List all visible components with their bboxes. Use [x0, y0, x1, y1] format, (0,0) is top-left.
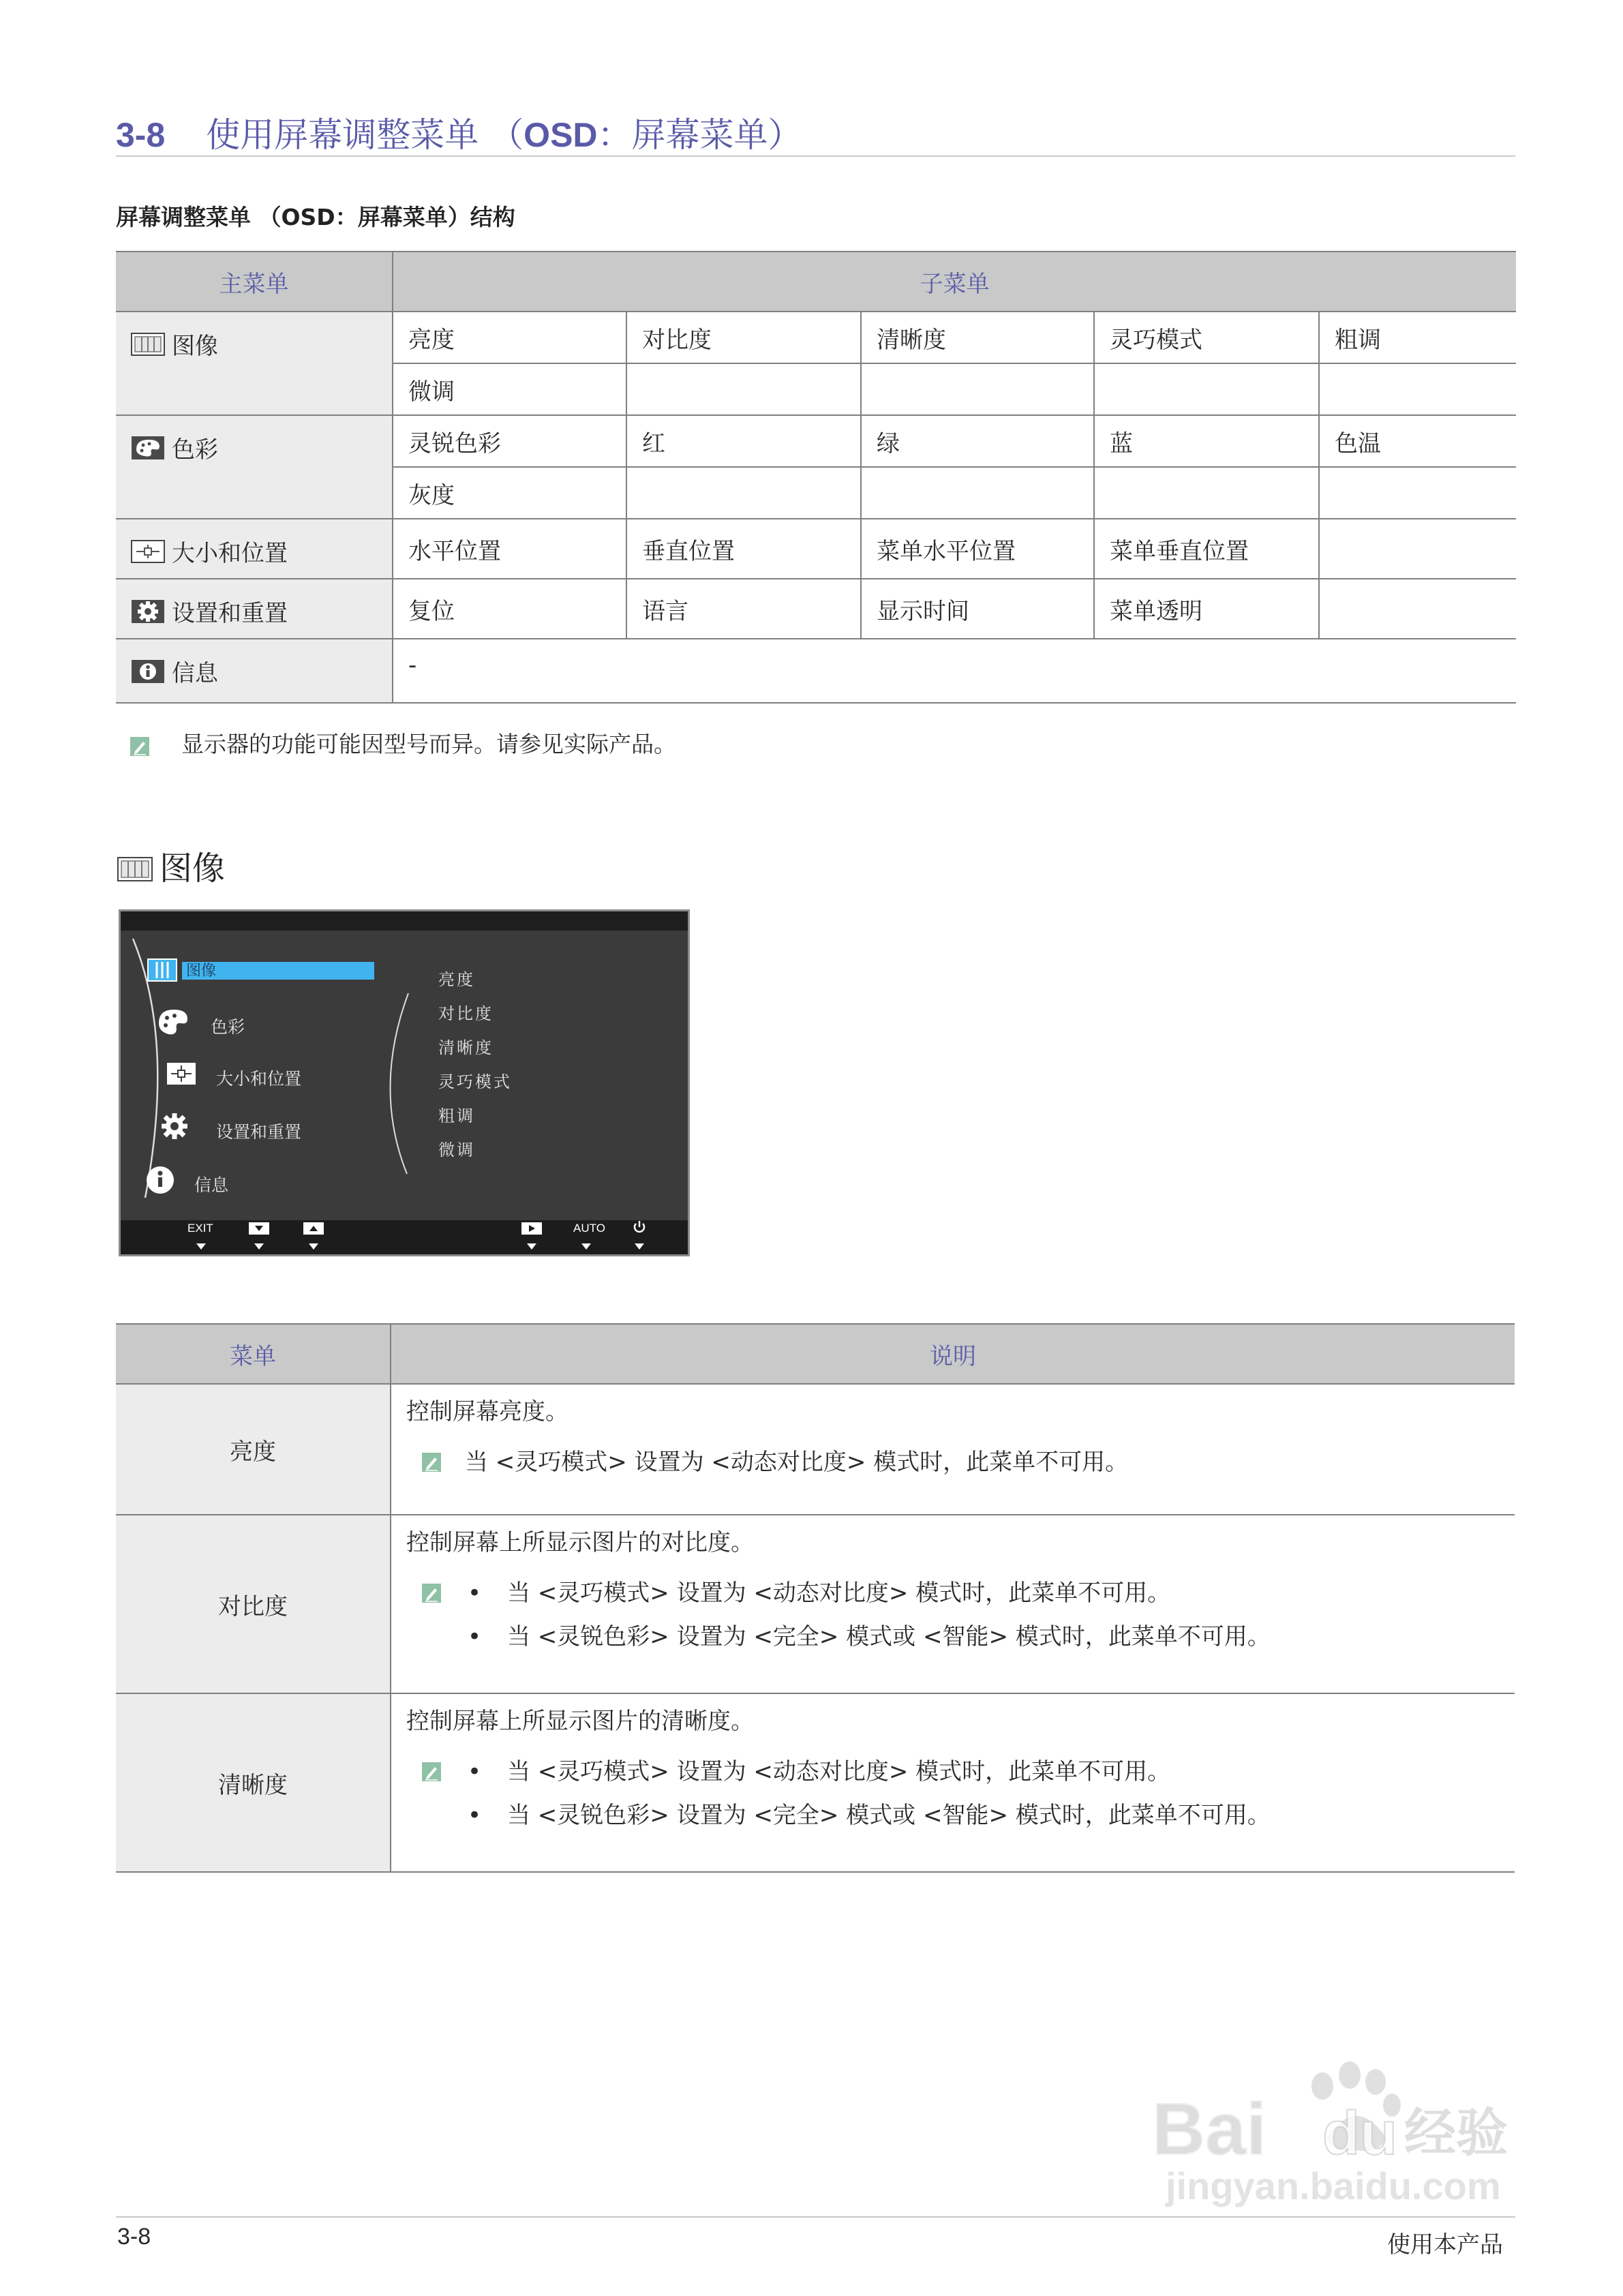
- sub-menu-cell: 菜单透明: [1094, 579, 1319, 639]
- note: [406, 1447, 1515, 1479]
- main-menu-color: [116, 415, 393, 519]
- image-section-title: 图像: [160, 849, 226, 888]
- sub-menu-cell: 色温: [1319, 415, 1516, 467]
- osd-main-item[interactable]: 色彩: [211, 1017, 245, 1037]
- info-icon: [131, 659, 165, 690]
- table-row: [116, 312, 1516, 363]
- osd-main-item[interactable]: 信息: [194, 1175, 229, 1195]
- model-note-text: 显示器的功能可能因型号而异。请参见实际产品。: [181, 731, 676, 757]
- table-row: [116, 415, 1516, 467]
- note: [406, 1757, 1515, 1832]
- main-menu-label: 图像: [172, 333, 218, 360]
- menu-name-cell: 清晰度: [116, 1693, 391, 1872]
- power-icon[interactable]: [632, 1220, 647, 1238]
- sub-menu-cell: 粗调: [1319, 312, 1516, 363]
- watermark-brand2: du: [1322, 2100, 1397, 2168]
- up-button[interactable]: [303, 1222, 324, 1238]
- note-icon: [421, 1581, 442, 1601]
- note-icon: [421, 1450, 442, 1470]
- palette-icon: [131, 436, 165, 466]
- sub-menu-cell: 红: [626, 415, 861, 467]
- description-text: 控制屏幕上所显示图片的清晰度。: [406, 1708, 754, 1735]
- section-heading: [116, 108, 802, 157]
- sub-menu-cell: 微调: [393, 363, 626, 415]
- table-header-row: [116, 1324, 1515, 1384]
- column-header-description: 说明: [391, 1324, 1515, 1384]
- exit-button[interactable]: EXIT: [187, 1222, 213, 1235]
- main-menu-label: 设置和重置: [172, 600, 288, 627]
- osd-sub-item[interactable]: 粗调: [438, 1106, 475, 1126]
- watermark-url: jingyan.baidu.com: [1166, 2164, 1501, 2207]
- size-position-icon: [131, 540, 165, 569]
- sub-menu-cell: [1319, 363, 1516, 415]
- note-list: [465, 1578, 1515, 1653]
- note-text: • 当 <灵巧模式> 设置为 <动态对比度> 模式时，此菜单不可用。: [465, 1578, 1515, 1610]
- osd-sub-item[interactable]: 清晰度: [438, 1038, 494, 1057]
- note-text: • 当 <灵锐色彩> 设置为 <完全> 模式或 <智能> 模式时，此菜单不可用。: [465, 1800, 1515, 1832]
- heading-divider: [116, 155, 1515, 157]
- model-note: [130, 727, 676, 759]
- main-menu-setup-reset: [116, 579, 393, 639]
- table-row: [116, 519, 1516, 579]
- osd-screenshot: [119, 909, 690, 1256]
- description-text: 控制屏幕亮度。: [406, 1398, 568, 1425]
- description-table: [116, 1323, 1515, 1873]
- chevron-down-icon: [581, 1243, 591, 1250]
- menu-name-cell: 亮度: [116, 1384, 391, 1515]
- section-title-prefix: 使用屏幕调整菜单 （: [206, 115, 524, 155]
- menu-name-cell: 对比度: [116, 1515, 391, 1693]
- description-cell: [391, 1693, 1515, 1872]
- description-cell: [391, 1384, 1515, 1515]
- note-text: • 当 <灵锐色彩> 设置为 <完全> 模式或 <智能> 模式时，此菜单不可用。: [465, 1622, 1515, 1653]
- palette-icon: [156, 1007, 190, 1041]
- note-list: [465, 1757, 1515, 1832]
- osd-sub-item[interactable]: 微调: [438, 1141, 475, 1160]
- sub-menu-cell: 垂直位置: [626, 519, 861, 579]
- sub-menu-cell: 语言: [626, 579, 861, 639]
- sub-menu-cell: 清晰度: [861, 312, 1094, 363]
- picture-icon: [117, 851, 153, 890]
- column-header-main: 主菜单: [116, 252, 393, 312]
- sub-menu-cell: -: [393, 639, 1516, 703]
- sub-menu-cell: 菜单垂直位置: [1094, 519, 1319, 579]
- chevron-down-icon: [196, 1243, 206, 1250]
- down-button[interactable]: [249, 1222, 269, 1238]
- sub-menu-cell: 灰度: [393, 467, 626, 519]
- sub-menu-cell: [1094, 467, 1319, 519]
- column-header-menu: 菜单: [116, 1324, 391, 1384]
- sub-menu-cell: 绿: [861, 415, 1094, 467]
- gear-icon: [159, 1111, 190, 1146]
- osd-main-item[interactable]: 图像: [186, 963, 217, 980]
- table-row: [116, 1693, 1515, 1872]
- sub-menu-cell: [626, 467, 861, 519]
- sub-menu-cell: 灵锐色彩: [393, 415, 626, 467]
- chevron-down-icon: [309, 1243, 318, 1250]
- structure-table: [116, 251, 1516, 704]
- table-header-row: [116, 252, 1516, 312]
- column-header-sub: 子菜单: [393, 252, 1516, 312]
- watermark-brand: Bai: [1152, 2087, 1267, 2170]
- watermark-brand-cn: 经验: [1404, 2102, 1508, 2163]
- osd-main-item[interactable]: 设置和重置: [216, 1122, 302, 1142]
- main-menu-label: 信息: [172, 660, 218, 687]
- sub-menu-cell: 蓝: [1094, 415, 1319, 467]
- section-title-osd: OSD: [524, 116, 598, 154]
- chapter-title: 使用本产品: [1387, 2231, 1503, 2259]
- note-text: • 当 <灵巧模式> 设置为 <动态对比度> 模式时，此菜单不可用。: [465, 1757, 1515, 1788]
- chevron-down-icon: [527, 1243, 536, 1250]
- main-menu-size-position: [116, 519, 393, 579]
- sub-menu-cell: [1319, 579, 1516, 639]
- picture-icon: [147, 956, 178, 988]
- note: [406, 1578, 1515, 1653]
- section-number: 3-8: [116, 116, 166, 154]
- sub-menu-cell: 复位: [393, 579, 626, 639]
- sub-menu-cell: [626, 363, 861, 415]
- osd-sub-item[interactable]: 亮度: [438, 970, 475, 989]
- main-menu-label: 大小和位置: [172, 540, 288, 567]
- section-title-suffix: ：屏幕菜单）: [597, 115, 802, 155]
- note-icon: [130, 736, 150, 756]
- sub-menu-cell: 灵巧模式: [1094, 312, 1319, 363]
- sub-menu-cell: 水平位置: [393, 519, 626, 579]
- chevron-down-icon: [254, 1243, 264, 1250]
- table-row: [116, 1384, 1515, 1515]
- main-menu-information: [116, 639, 393, 703]
- size-position-icon: [166, 1060, 197, 1091]
- sub-menu-cell: [861, 363, 1094, 415]
- footer-divider: [116, 2216, 1515, 2218]
- note-icon: [421, 1759, 442, 1780]
- image-section-heading: [117, 842, 225, 890]
- sub-menu-cell: [1319, 467, 1516, 519]
- description-cell: [391, 1515, 1515, 1693]
- chevron-down-icon: [635, 1243, 644, 1250]
- enter-button[interactable]: [521, 1222, 542, 1238]
- sub-menu-cell: 菜单水平位置: [861, 519, 1094, 579]
- structure-title: 屏幕调整菜单 （OSD：屏幕菜单）结构: [116, 204, 515, 230]
- sub-menu-cell: 亮度: [393, 312, 626, 363]
- table-row: [116, 639, 1516, 703]
- gear-icon: [131, 599, 165, 630]
- sub-menu-cell: [861, 467, 1094, 519]
- baidu-watermark: [1152, 2059, 1534, 2209]
- sub-menu-cell: [1319, 519, 1516, 579]
- page-number: 3-8: [117, 2224, 151, 2250]
- osd-sub-item[interactable]: 灵巧模式: [438, 1072, 512, 1091]
- main-menu-label: 色彩: [172, 436, 218, 464]
- info-icon: [145, 1165, 175, 1199]
- sub-menu-cell: [1094, 363, 1319, 415]
- auto-button[interactable]: AUTO: [573, 1222, 605, 1235]
- table-row: [116, 579, 1516, 639]
- osd-main-item[interactable]: 大小和位置: [216, 1069, 302, 1089]
- sub-menu-cell: 对比度: [626, 312, 861, 363]
- picture-icon: [131, 333, 165, 362]
- sub-menu-cell: 显示时间: [861, 579, 1094, 639]
- table-row: [116, 1515, 1515, 1693]
- note-text: 当 <灵巧模式> 设置为 <动态对比度> 模式时，此菜单不可用。: [465, 1448, 1129, 1476]
- main-menu-picture: [116, 312, 393, 415]
- description-text: 控制屏幕上所显示图片的对比度。: [406, 1529, 754, 1556]
- osd-sub-item[interactable]: 对比度: [438, 1004, 494, 1023]
